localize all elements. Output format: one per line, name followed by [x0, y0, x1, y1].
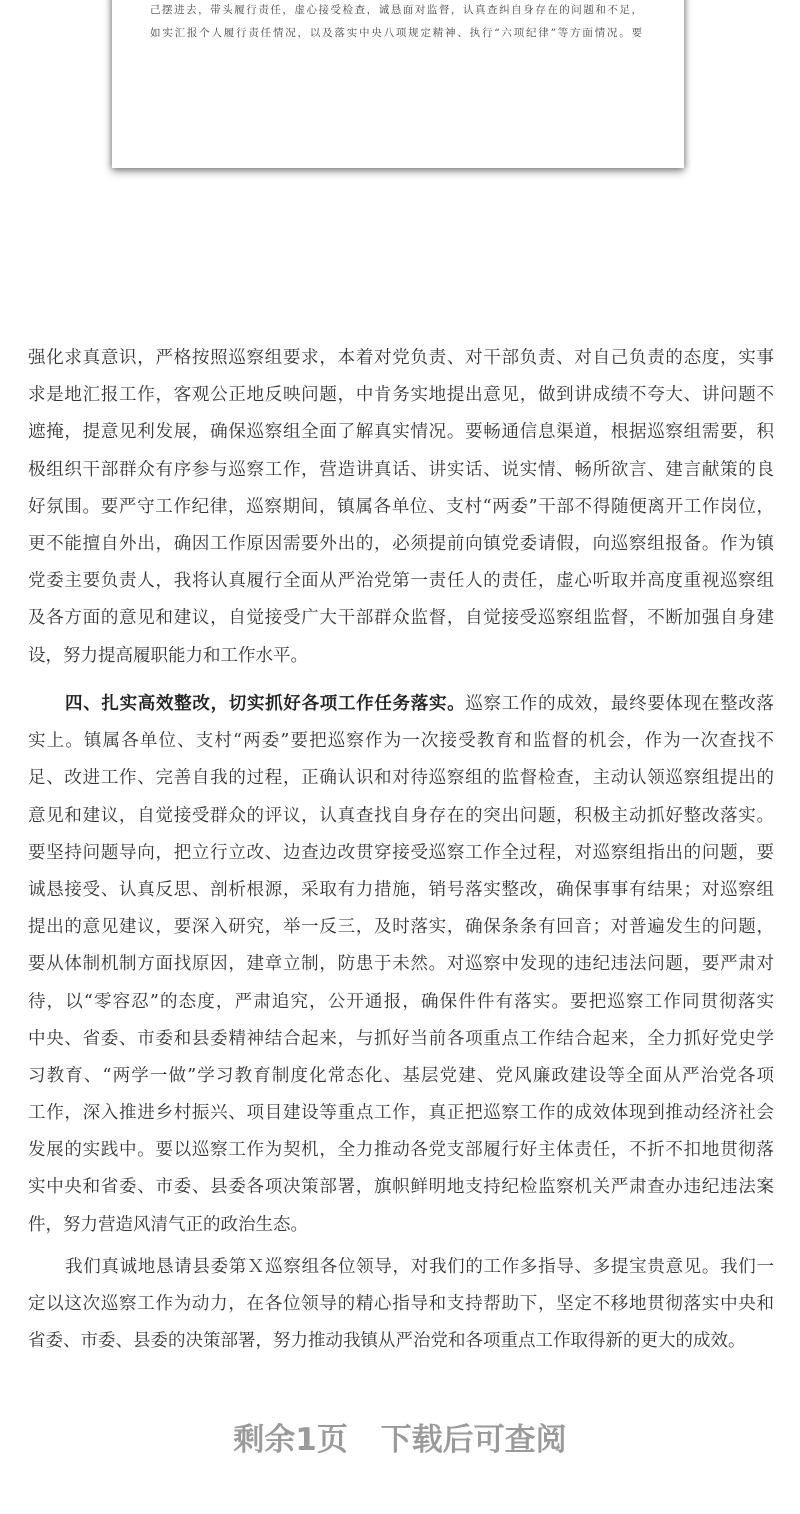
- text-line: 待，以“零容忍”的态度，严肃追究，公开通报，确保件件有落实。要把巡察工作同贯彻落实: [28, 991, 774, 1012]
- preview-line: 己摆进去，带头履行责任，虚心接受检查，诚恳面对监督，认真查纠自身存在的问题和不足，: [150, 4, 642, 16]
- text-line: 实上。镇属各单位、支村“两委”要把巡察作为一次接受教育和监督的机会，作为一次查找不: [28, 731, 774, 752]
- text-line: 强化求真意识，严格按照巡察组要求，本着对党负责、对干部负责、对自己负责的态度，实事: [28, 348, 774, 368]
- text-line: 提出的意见建议，要深入研究，举一反三，及时落实，确保条条有回音；对普遍发生的问题，: [28, 917, 774, 938]
- paragraph-first-line: [28, 686, 774, 723]
- text-line: 设，努力提高履职能力和工作水平。: [28, 645, 308, 666]
- line-text: 巡察工作的成效，最终要体现在整改落: [465, 694, 775, 714]
- text-line: 我们真诚地恳请县委第Ｘ巡察组各位领导，对我们的工作多指导、多提宝贵意见。我们一: [65, 1257, 774, 1277]
- paragraph-1: [28, 340, 774, 675]
- section-heading: 四、扎实高效整改，切实抓好各项工作任务落实。: [65, 694, 466, 714]
- text-line: 要从体制机制方面找原因，建章立制，防患于未然。对巡察中发现的违纪违法问题，要严肃对: [28, 954, 774, 975]
- text-line: 好氛围。要严守工作纪律，巡察期间，镇属各单位、支村“两委”干部不得随便离开工作岗位，: [28, 496, 774, 517]
- paragraph-2: [28, 686, 774, 1244]
- text-line: 定以这次巡察工作为动力，在各位领导的精心指导和支持帮助下，坚定不移地贯彻落实中央和: [28, 1294, 774, 1315]
- text-line: 习教育、“两学一做”学习教育制度化常态化、基层党建、党风廉政建设等全面从严治党各项: [28, 1065, 774, 1086]
- remaining-pages-banner[interactable]: 剩余1页 下载后可查阅: [233, 1422, 567, 1458]
- text-line: 发展的实践中。要以巡察工作为契机，全力推动各党支部履行好主体责任，不折不扣地贯彻落: [28, 1140, 774, 1161]
- text-line: 工作，深入推进乡村振兴、项目建设等重点工作，真正把巡察工作的成效体现到推动经济社会: [28, 1103, 774, 1124]
- preview-page-card: [112, 0, 684, 168]
- text-line: 党委主要负责人，我将认真履行全面从严治党第一责任人的责任，虚心听取并高度重视巡察组: [28, 571, 774, 592]
- text-line: 极组织干部群众有序参与巡察工作，营造讲真话、讲实话、说实情、畅所欲言、建言献策的良: [28, 459, 774, 480]
- text-line: 省委、市委、县委的决策部署，努力推动我镇从严治党和各项重点工作取得新的更大的成效。: [28, 1331, 746, 1352]
- text-line: 诚恳接受、认真反思、剖析根源，采取有力措施，销号落实整改，确保事事有结果；对巡察组: [28, 879, 774, 900]
- text-line: 意见和建议，自觉接受群众的评议，认真查找自身存在的突出问题，积极主动抓好整改落实。: [28, 805, 774, 826]
- text-line: 中央、省委、市委和县委精神结合起来，与抓好当前各项重点工作结合起来，全力抓好党史学: [28, 1028, 774, 1049]
- preview-line: 如实汇报个人履行责任情况，以及落实中央八项规定精神、执行“六项纪律”等方面情况。要: [150, 27, 642, 39]
- text-line: 件，努力营造风清气正的政治生态。: [28, 1214, 308, 1235]
- text-line: 求是地汇报工作，客观公正地反映问题，中肯务实地提出意见，做到讲成绩不夸大、讲问题不: [28, 385, 774, 406]
- text-line: 及各方面的意见和建议，自觉接受广大干部群众监督，自觉接受巡察组监督，不断加强自身建: [28, 608, 774, 629]
- paragraph-3: [28, 1249, 774, 1361]
- text-line: 更不能擅自外出，确因工作原因需要外出的，必须提前向镇党委请假，向巡察组报备。作为镇: [28, 533, 774, 554]
- text-line: 要坚持问题导向，把立行立改、边查边改贯穿接受巡察工作全过程，对巡察组指出的问题，要: [28, 842, 774, 863]
- text-line: 遮掩，提意见利发展，确保巡察组全面了解真实情况。要畅通信息渠道，根据巡察组需要，积: [28, 422, 774, 443]
- text-line: 足、改进工作、完善自我的过程，正确认识和对待巡察组的监督检查，主动认领巡察组提出的: [28, 768, 774, 789]
- text-line: 实中央和省委、市委、县委各项决策部署，旗帜鲜明地支持纪检监察机关严肃查办违纪违法案: [28, 1177, 774, 1198]
